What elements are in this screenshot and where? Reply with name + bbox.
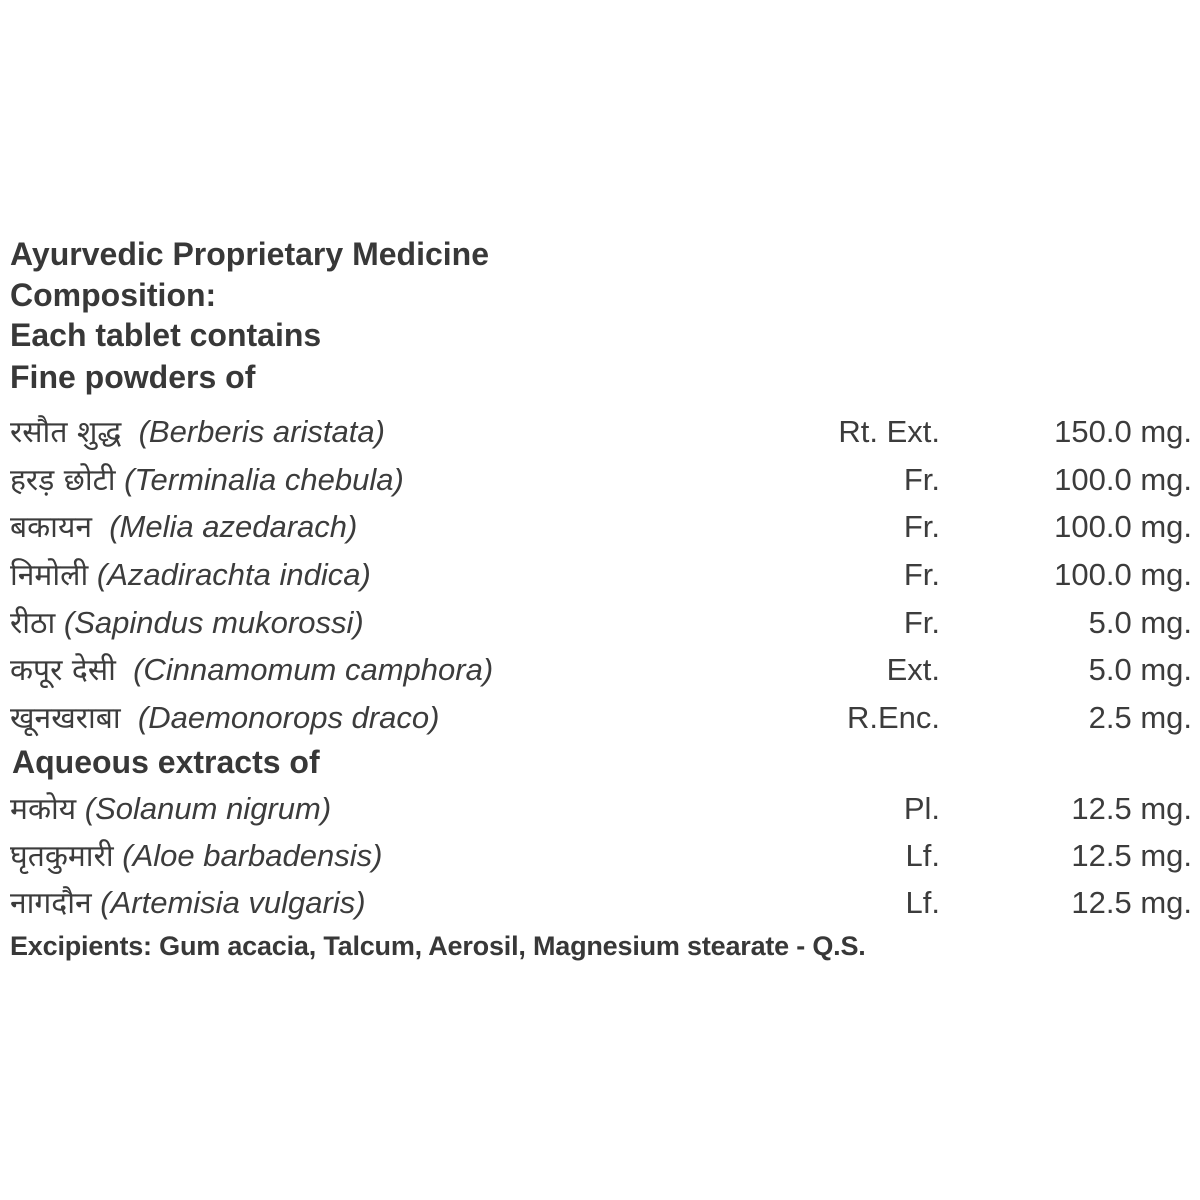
ingredient-hindi-name: घृतकुमारी xyxy=(10,839,114,874)
ingredient-latin-name: (Daemonorops draco) xyxy=(137,700,440,735)
excipients-line: Excipients: Gum acacia, Talcum, Aerosil, Magnesium stearate - Q.S. xyxy=(10,931,866,961)
ingredient-quantity: 12.5 mg. xyxy=(1071,791,1192,826)
ingredient-hindi-name: रीठा xyxy=(10,606,56,641)
ingredient-part: Fr. xyxy=(903,605,940,640)
ingredient-row xyxy=(10,785,1196,833)
ingredient-latin-name: (Melia azedarach) xyxy=(109,509,358,544)
each-tablet-heading: Each tablet contains xyxy=(10,317,322,353)
ingredient-row xyxy=(10,408,1196,456)
ingredient-quantity: 2.5 mg. xyxy=(1088,700,1192,735)
ingredient-latin-name: (Artemisia vulgaris) xyxy=(100,885,366,920)
ingredient-part: Lf. xyxy=(905,838,940,873)
ingredient-hindi-name: कपूर देसी xyxy=(10,653,116,688)
ingredient-row xyxy=(10,832,1196,880)
ingredient-quantity: 150.0 mg. xyxy=(1054,414,1192,449)
ingredient-name xyxy=(10,408,385,457)
ingredient-quantity: 12.5 mg. xyxy=(1071,885,1192,920)
ingredient-quantity: 12.5 mg. xyxy=(1071,838,1192,873)
ingredient-hindi-name: बकायन xyxy=(10,510,92,545)
ingredient-name xyxy=(10,551,371,600)
ingredient-part: Pl. xyxy=(903,791,940,826)
ingredient-latin-name: (Azadirachta indica) xyxy=(96,557,371,592)
ingredient-name xyxy=(10,646,493,695)
ingredient-row xyxy=(10,694,1196,742)
ingredient-name xyxy=(10,832,382,881)
ingredient-quantity: 100.0 mg. xyxy=(1054,509,1192,544)
ingredient-part: R.Enc. xyxy=(846,700,940,735)
ingredient-latin-name: (Sapindus mukorossi) xyxy=(63,605,364,640)
ingredient-part: Fr. xyxy=(903,462,940,497)
ingredient-row xyxy=(10,503,1196,551)
ingredient-hindi-name: खूनखराबा xyxy=(10,701,121,736)
ingredient-name xyxy=(10,694,439,743)
ingredient-quantity: 100.0 mg. xyxy=(1054,462,1192,497)
ingredient-hindi-name: निमोली xyxy=(10,558,89,593)
composition-heading: Composition: xyxy=(10,277,217,313)
aqueous-extracts-heading: Aqueous extracts of xyxy=(12,744,320,780)
ingredient-hindi-name: मकोय xyxy=(10,792,77,827)
ingredient-part: Rt. Ext. xyxy=(838,414,940,449)
ingredient-row xyxy=(10,551,1196,599)
ingredient-latin-name: (Cinnamomum camphora) xyxy=(133,652,494,687)
ingredient-row xyxy=(10,599,1196,647)
ingredient-quantity: 5.0 mg. xyxy=(1088,652,1192,687)
ingredient-name xyxy=(10,879,366,928)
ingredient-name xyxy=(10,456,404,505)
ingredient-hindi-name: हरड़ छोटी xyxy=(10,463,116,498)
fine-powders-heading: Fine powders of xyxy=(10,359,256,395)
ingredient-hindi-name: नागदौन xyxy=(10,886,92,921)
ingredient-latin-name: (Berberis aristata) xyxy=(138,414,385,449)
ingredient-row xyxy=(10,646,1196,694)
ingredient-latin-name: (Terminalia chebula) xyxy=(124,462,404,497)
ingredient-quantity: 5.0 mg. xyxy=(1088,605,1192,640)
ingredient-name xyxy=(10,599,364,648)
ingredient-latin-name: (Solanum nigrum) xyxy=(84,791,332,826)
ingredient-part: Ext. xyxy=(886,652,940,687)
ingredient-row xyxy=(10,456,1196,504)
ingredient-row xyxy=(10,879,1196,927)
product-type-heading: Ayurvedic Proprietary Medicine xyxy=(10,236,489,272)
ingredient-latin-name: (Aloe barbadensis) xyxy=(122,838,383,873)
ingredient-part: Lf. xyxy=(905,885,940,920)
ingredient-quantity: 100.0 mg. xyxy=(1054,557,1192,592)
ingredient-name xyxy=(10,503,357,552)
ingredient-name xyxy=(10,785,331,834)
ingredient-part: Fr. xyxy=(903,509,940,544)
ingredient-part: Fr. xyxy=(903,557,940,592)
ingredient-hindi-name: रसौत शुद्ध xyxy=(10,415,122,450)
